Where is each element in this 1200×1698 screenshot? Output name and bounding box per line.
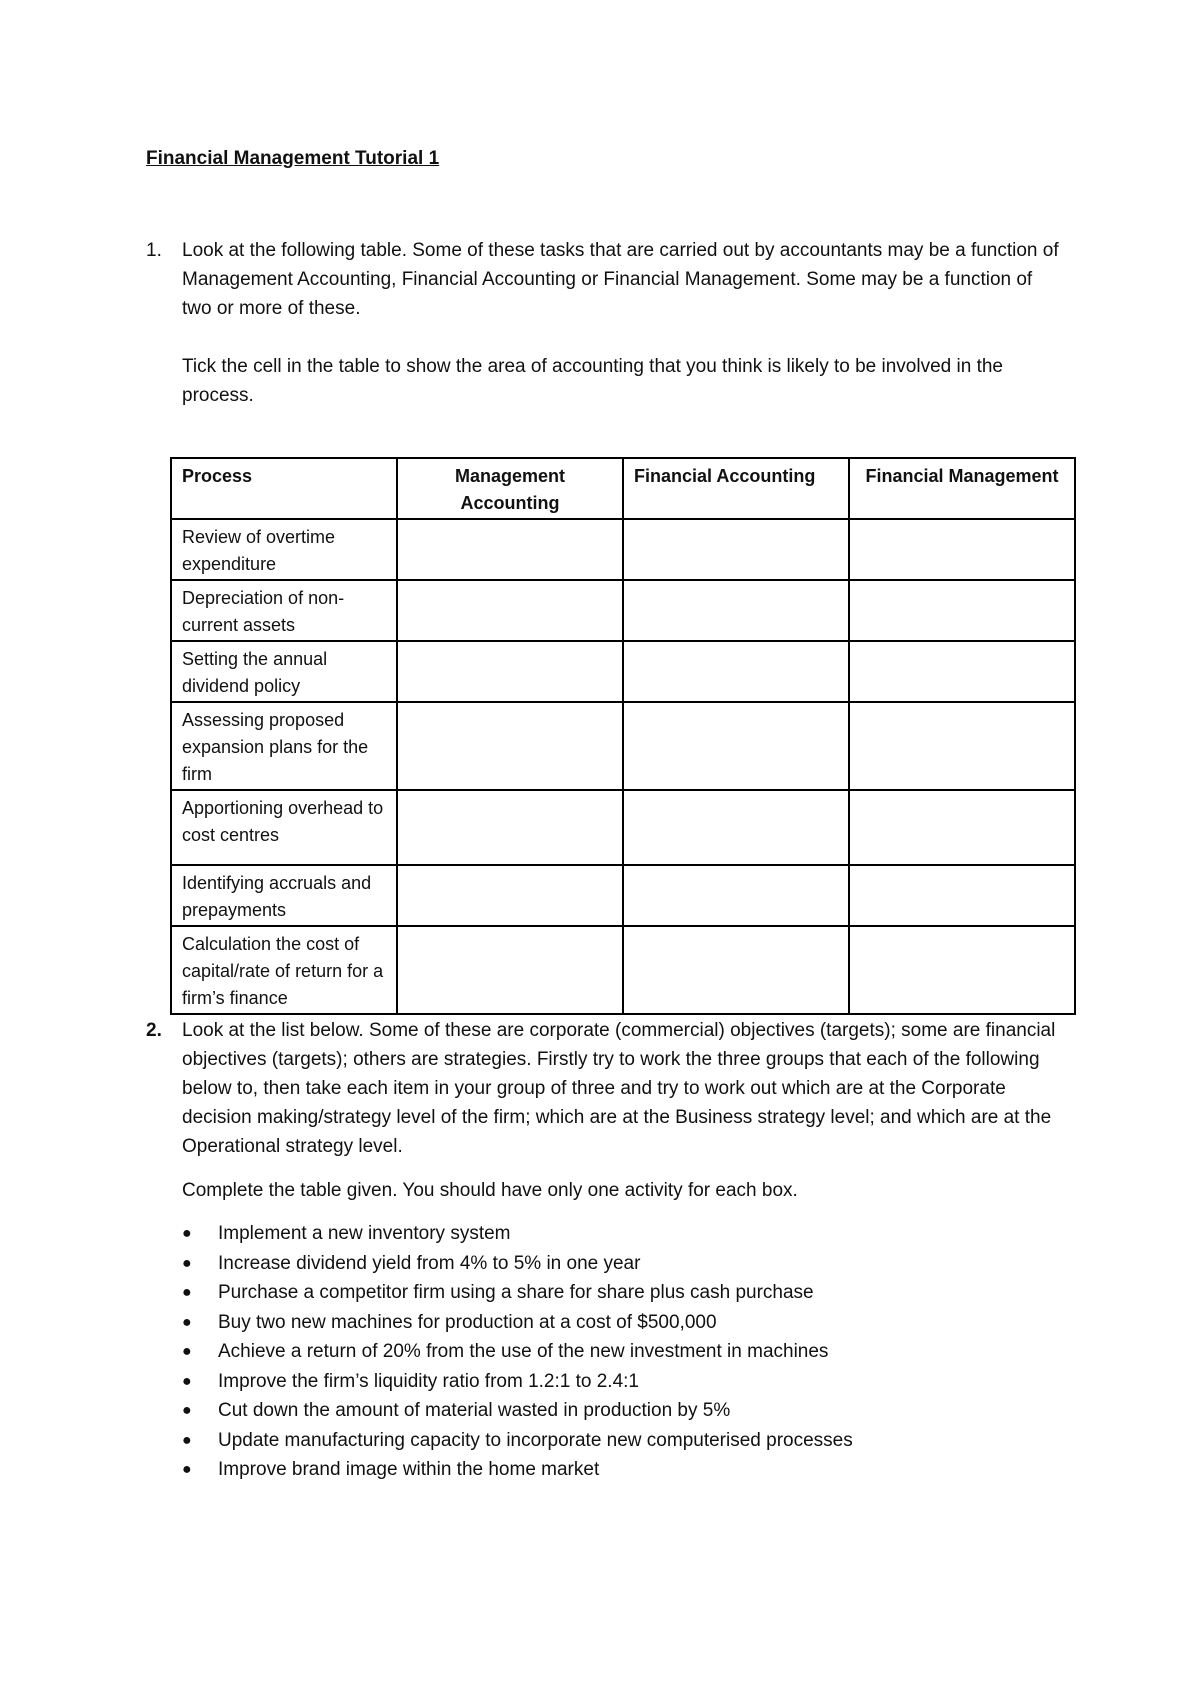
tick-cell[interactable]: [849, 641, 1075, 702]
table-row: [171, 790, 1075, 865]
tick-cell[interactable]: [623, 580, 849, 641]
process-cell: Apportioning overhead to cost centres: [171, 790, 397, 865]
tick-cell[interactable]: [397, 641, 623, 702]
tick-cell[interactable]: [849, 580, 1075, 641]
bullet-icon: ●: [182, 1343, 192, 1360]
process-cell: Review of overtime expenditure: [171, 519, 397, 580]
header-financial-management: Financial Management: [849, 458, 1075, 519]
page-title: Financial Management Tutorial 1: [146, 148, 440, 169]
table-row: [171, 702, 1075, 790]
question-2-intro: Look at the list below. Some of these are corporate (commercial) objectives (targets); some are financial objectives (targets); others are strategies. Firstly try to work the three groups that each of the following below to, then take each item in your group of three and try to work out which are at the Corporate decision making/strategy level of the firm; which are at the Business strategy level; and which are at the Operational strategy level.: [182, 1020, 1056, 1157]
question-1-instruction: Tick the cell in the table to show the area of accounting that you think is likely to be involved in the process.: [182, 356, 1003, 406]
bullet-icon: ●: [182, 1402, 192, 1419]
list-item: ● Improve the firm’s liquidity ratio from 1.2:1 to 2.4:1: [182, 1367, 1066, 1397]
tick-cell[interactable]: [623, 519, 849, 580]
list-item: ● Improve brand image within the home market: [182, 1455, 1066, 1485]
tick-cell[interactable]: [623, 865, 849, 926]
process-cell: Depreciation of non-current assets: [171, 580, 397, 641]
process-cell: Assessing proposed expansion plans for the firm: [171, 702, 397, 790]
activity-list: [182, 1219, 1066, 1485]
question-2: [146, 1016, 1066, 1485]
tick-cell[interactable]: [397, 926, 623, 1014]
tick-cell[interactable]: [397, 865, 623, 926]
list-item: ● Increase dividend yield from 4% to 5% in one year: [182, 1249, 1066, 1279]
header-financial-accounting: Financial Accounting: [623, 458, 849, 519]
question-2-instruction: Complete the table given. You should have only one activity for each box.: [182, 1180, 798, 1201]
list-item: ● Cut down the amount of material wasted in production by 5%: [182, 1396, 1066, 1426]
bullet-icon: ●: [182, 1313, 192, 1331]
header-process: Process: [171, 458, 397, 519]
tick-cell[interactable]: [849, 865, 1075, 926]
tick-cell[interactable]: [849, 926, 1075, 1014]
table-row: [171, 519, 1075, 580]
tick-cell[interactable]: [397, 519, 623, 580]
process-cell: Identifying accruals and prepayments: [171, 865, 397, 926]
table-header-row: [171, 458, 1075, 519]
bullet-icon: ●: [182, 1431, 192, 1449]
question-number: 1.: [146, 240, 162, 261]
bullet-icon: ●: [182, 1461, 192, 1478]
tick-cell[interactable]: [849, 790, 1075, 865]
bullet-icon: ●: [182, 1225, 192, 1242]
process-cell: Calculation the cost of capital/rate of return for a firm’s finance: [171, 926, 397, 1014]
tick-cell[interactable]: [623, 641, 849, 702]
table-row: [171, 641, 1075, 702]
tick-cell[interactable]: [849, 519, 1075, 580]
bullet-icon: ●: [182, 1254, 192, 1272]
question-1: [146, 236, 1066, 410]
process-table: [170, 457, 1076, 1015]
bullet-icon: ●: [182, 1372, 192, 1390]
tick-cell[interactable]: [623, 926, 849, 1014]
list-item: ● Implement a new inventory system: [182, 1219, 1066, 1249]
list-item: ● Buy two new machines for production at a cost of $500,000: [182, 1308, 1066, 1338]
tick-cell[interactable]: [623, 702, 849, 790]
tick-cell[interactable]: [397, 790, 623, 865]
list-item: ● Purchase a competitor firm using a share for share plus cash purchase: [182, 1278, 1066, 1308]
tick-cell[interactable]: [397, 702, 623, 790]
table-row: [171, 580, 1075, 641]
list-item: ● Update manufacturing capacity to incorporate new computerised processes: [182, 1426, 1066, 1456]
tick-cell[interactable]: [849, 702, 1075, 790]
tick-cell[interactable]: [623, 790, 849, 865]
table-row: [171, 926, 1075, 1014]
question-number: 2.: [146, 1020, 162, 1041]
question-1-intro: Look at the following table. Some of these tasks that are carried out by accountants may be a function of Management Accounting, Financial Accounting or Financial Management. Some may be a function of two or more of these.: [182, 240, 1059, 319]
header-management-accounting: Management Accounting: [397, 458, 623, 519]
bullet-icon: ●: [182, 1284, 192, 1301]
list-item: ● Achieve a return of 20% from the use of the new investment in machines: [182, 1337, 1066, 1367]
tick-cell[interactable]: [397, 580, 623, 641]
process-cell: Setting the annual dividend policy: [171, 641, 397, 702]
table-row: [171, 865, 1075, 926]
